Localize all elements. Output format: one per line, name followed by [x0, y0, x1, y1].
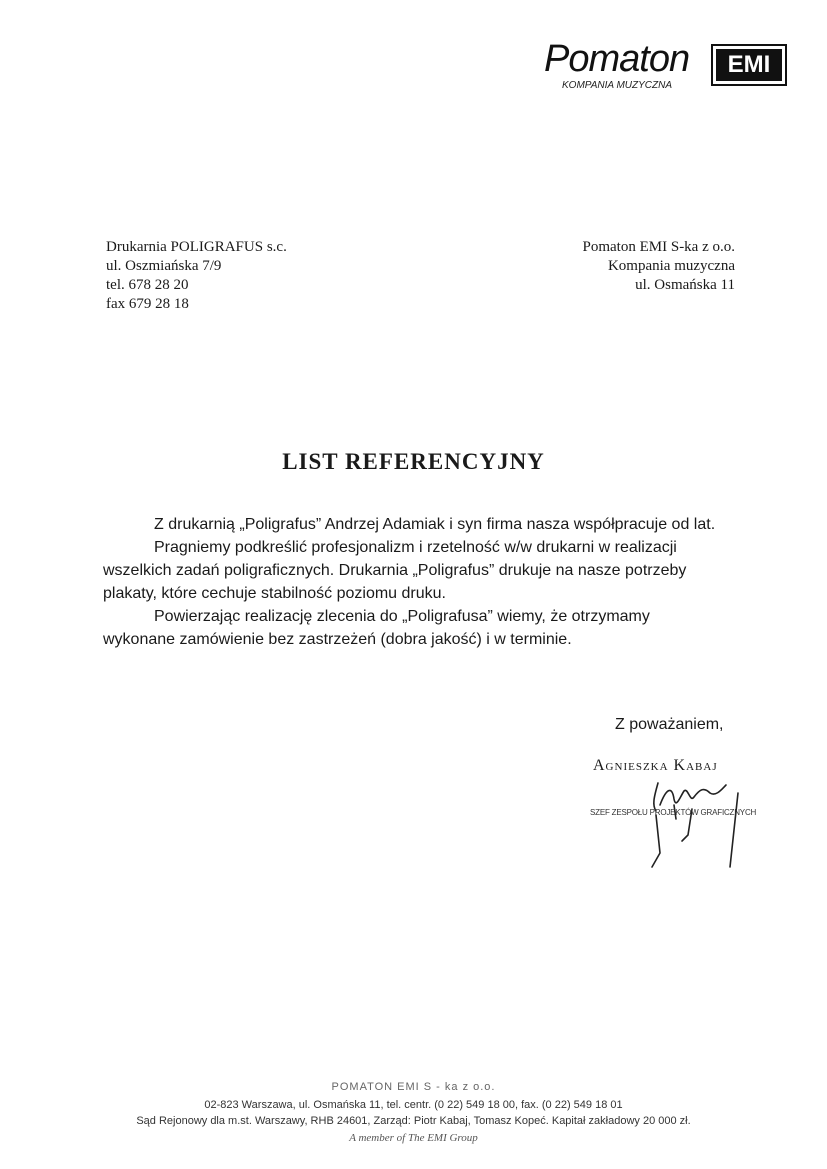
- sender-address: [106, 238, 287, 314]
- body-paragraph-1: Z drukarnią „Poligrafus” Andrzej Adamiak i syn firma nasza współpracuje od lat.: [154, 516, 716, 533]
- recipient-address: [520, 238, 735, 295]
- sender-street: ul. Oszmiańska 7/9: [106, 258, 222, 274]
- emi-logo: [711, 44, 787, 86]
- footer-address: 02-823 Warszawa, ul. Osmańska 11, tel. centr. (0 22) 549 18 00, fax. (0 22) 549 18 01: [204, 1099, 623, 1111]
- closing-salutation: Z poważaniem,: [615, 716, 724, 733]
- body-paragraph-2: Pragniemy podkreślić profesjonalizm i rzetelność w/w drukarni w realizacji wszelkich zadań poligraficznych. Drukarnia „Poligrafus” drukuje na nasze potrzeby plakaty, które cechuje stabilność poziomu druku.: [103, 539, 687, 602]
- recipient-description: Kompania muzyczna: [607, 258, 735, 274]
- document-title: LIST REFERENCYJNY: [282, 449, 545, 474]
- sender-name: Drukarnia POLIGRAFUS s.c.: [106, 239, 287, 255]
- emi-logo-text: EMI: [716, 49, 782, 81]
- footer-company: POMATON EMI S - ka z o.o.: [331, 1081, 496, 1093]
- footer-registry: Sąd Rejonowy dla m.st. Warszawy, RHB 24601, Zarząd: Piotr Kabaj, Tomasz Kopeć. Kapitał zakładowy 20 000 zł.: [136, 1115, 691, 1127]
- logo-subtitle: KOMPANIA MUZYCZNA: [562, 80, 673, 91]
- sender-fax: fax 679 28 18: [106, 296, 189, 312]
- signer-name: Agnieszka Kabaj: [593, 757, 718, 774]
- logo-brand: Pomaton: [544, 38, 690, 80]
- recipient-name: Pomaton EMI S-ka z o.o.: [582, 239, 735, 255]
- recipient-street: ul. Osmańska 11: [635, 277, 735, 293]
- letter-body: [103, 513, 723, 651]
- handwritten-signature: [630, 775, 760, 870]
- body-paragraph-3: Powierzając realizację zlecenia do „Poligrafusa” wiemy, że otrzymamy wykonane zamówienie bez zastrzeżeń (dobra jakość) i w terminie.: [103, 608, 650, 648]
- sender-phone: tel. 678 28 20: [106, 277, 189, 293]
- pomaton-logo: [536, 38, 704, 102]
- footer-member: A member of The EMI Group: [349, 1132, 478, 1144]
- signer-role: SZEF ZESPOŁU PROJEKTÓW GRAFICZNYCH: [590, 808, 757, 817]
